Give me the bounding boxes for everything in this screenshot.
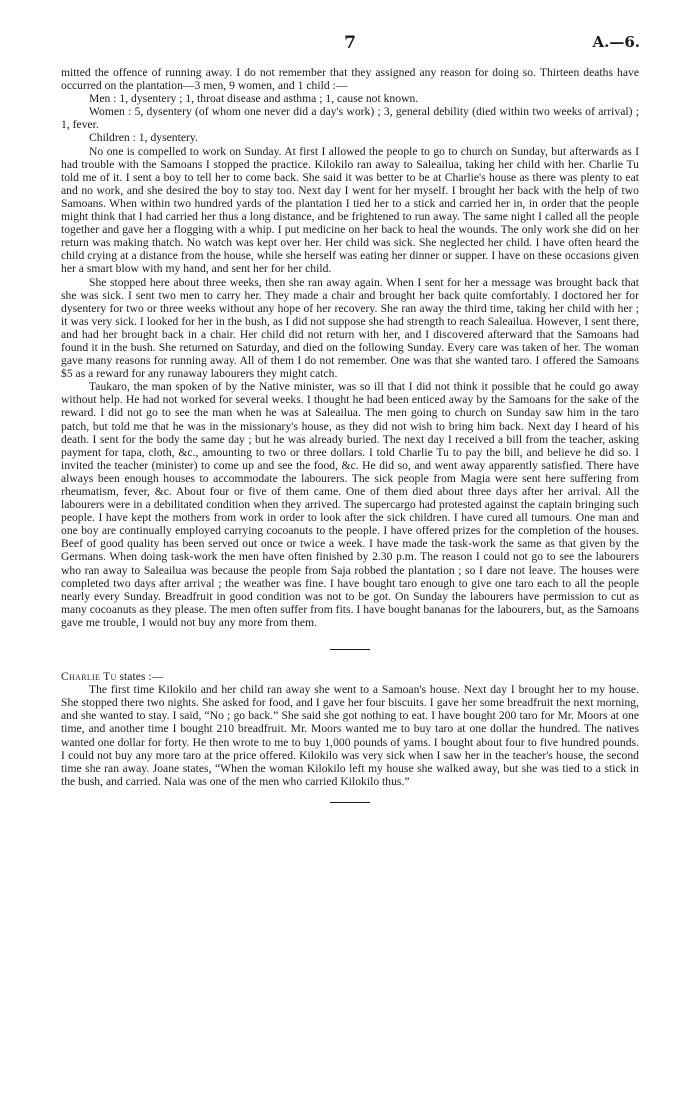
end-divider: [330, 802, 370, 803]
document-reference: A.—6.: [592, 33, 640, 51]
body-text: [61, 66, 639, 803]
page-header: [60, 33, 640, 59]
deaths-women: Women : 5, dysentery (of whom one never did a day's work) ; 3, general debility (died within two weeks of arrival) ; 1, fever.: [61, 105, 639, 132]
statement-heading: [61, 670, 639, 683]
deaths-men: Men : 1, dysentery ; 1, throat disease and asthma ; 1, cause not known.: [89, 92, 419, 106]
paragraph-sunday: No one is compelled to work on Sunday. At first I allowed the people to go to church on Sunday, but afterwards as I had trouble with the Samoans I stopped the practice. Kilokilo ran away to Saleailua, taking her child with her. Charlie Tu told me of it. I sent a boy to tell her to come back. She said it was better to be at Charlie's house as there was plenty to eat and no work, and she desired the boy to stay too. Next day I went for her myself. I brought her back with the help of two Samoans. When within two hundred yards of the plantation I tied her to a stick and carried her in, in order that the people might think that I had carried her thus a long distance, and be frightened to run away. The same night I called all the people together and gave her a flogging with a whip. I put medicine on her back to heal the wounds. The only work she did on her return was making thatch. No watch was kept over her. Her child was sick. She neglected her child. I have often heard the child crying at a distance from the house, while she herself was eating her dinner or supper. I have on these occasions given her a smart blow with my hand, and sent her for her child.: [61, 144, 639, 276]
speaker-suffix: states :—: [116, 670, 164, 684]
paragraph-three-weeks: She stopped here about three weeks, then she ran away again. When I sent for her a message was brought back that she was sick. I sent two men to carry her. They made a chair and brought her back quite comfortably. I doctored her for dysentery for two or three weeks without any hope of her recovery. She ran away the third time, taking her child with her ; it was very sick. I looked for her in the bush, as I did not suppose she had strength to reach Saleailua. However, I sent there, and had her brought back in a chair. Her child did not return with her, and I discovered afterward that the Samoans had found it in the bush. She returned on Saturday, and died on the following Sunday. Every care was taken of her. The woman gave many reasons for running away. All of them I do not remember. One was that she wanted taro. I offered the Samoans $5 as a reward for any runaway labourers they might catch.: [61, 275, 639, 381]
speaker-name: Charlie Tu: [61, 670, 117, 684]
page-number: 7: [344, 33, 356, 53]
paragraph-continued: mitted the offence of running away. I do not remember that they assigned any reason for doing so. Thirteen deaths have occurred on the plantation—3 men, 9 women, and 1 child :—: [61, 66, 639, 93]
statement-text: The first time Kilokilo and her child ran away she went to a Samoan's house. Next day I brought her to my house. She stopped there two nights. She asked for food, and I gave her four biscuits. I gave her some breadfruit the next morning, and she wanted to stay. I said, “No ; go back.” She said she got nothing to eat. I have bought 200 taro for Mr. Moors at one time, and another time I bought 210 breadfruit. Mr. Moors wanted me to buy taro at one dollar the hundred. The natives wanted one dollar for forty. He then wrote to me to buy 1,000 pounds of yams. I bought about four to five hundred pounds. I could not buy any more taro at the price offered. Kilokilo was very sick when I saw her in the teacher's house, the second time she ran away. Joane states, “When the woman Kilokilo left my house she walked away, but she was tied to a stick in the bush, and carried. Naia was one of the men who carried Kilokilo thus.”: [61, 683, 639, 788]
section-divider: [330, 649, 370, 650]
paragraph-taukaro: Taukaro, the man spoken of by the Native minister, was so ill that I did not think it possible that he could go away without help. He had not worked for several weeks. I thought he had been enticed away by the Samoans for the sake of the reward. I did not go to see the man when he was at Saleailua. The men going to church on Sunday saw him in the taro patch, but told me that he was in the missionary's house, as they did not wish to bring him back. Next day I heard of his death. I sent for the body the same day ; but he was already buried. The next day I received a bill from the teacher, asking payment for tapa, cloth, &c., amounting to two or three dollars. I told Charlie Tu to pay the bill, and believe he did so. I invited the teacher (minister) to come up and see the food, &c. He did so, and went away apparently satisfied. There have always been enough houses to accommodate the labourers. The sick people from Magia were sent here suffering from rheumatism, fever, &c. About four or five of them came. One of them died about three days after her arrival. All the labourers were in a debilitated condition when they arrived. The supercargo had protested against the captain bringing such people. I have kept the mothers from work in order to look after the sick children. I have cured all tumours. One man and one boy are continually employed carrying cocoanuts to the people. I have offered prizes for the completion of the houses. Beef of good quality has been served out once or twice a week. I have made the task-work the same as that given by the Germans. When doing task-work the men have often finished by 2.30 p.m. The reason I could not go to see the labourers who ran away to Saleailua was because the people from Saja robbed the plantation ; so I dare not leave. The houses were completed two days after arrival ; the weather was fine. I have bought taro enough to give one taro each to all the people nearly every Sunday. Breadfruit in good condition was not to be got. On Sunday the labourers have permission to cut as many cocoanuts as they please. The men often suffer from fits. I have bought bananas for the labourers, but, as the Samoans gave me trouble, I would not buy any more from them.: [61, 380, 640, 629]
deaths-children: Children : 1, dysentery.: [89, 131, 198, 145]
